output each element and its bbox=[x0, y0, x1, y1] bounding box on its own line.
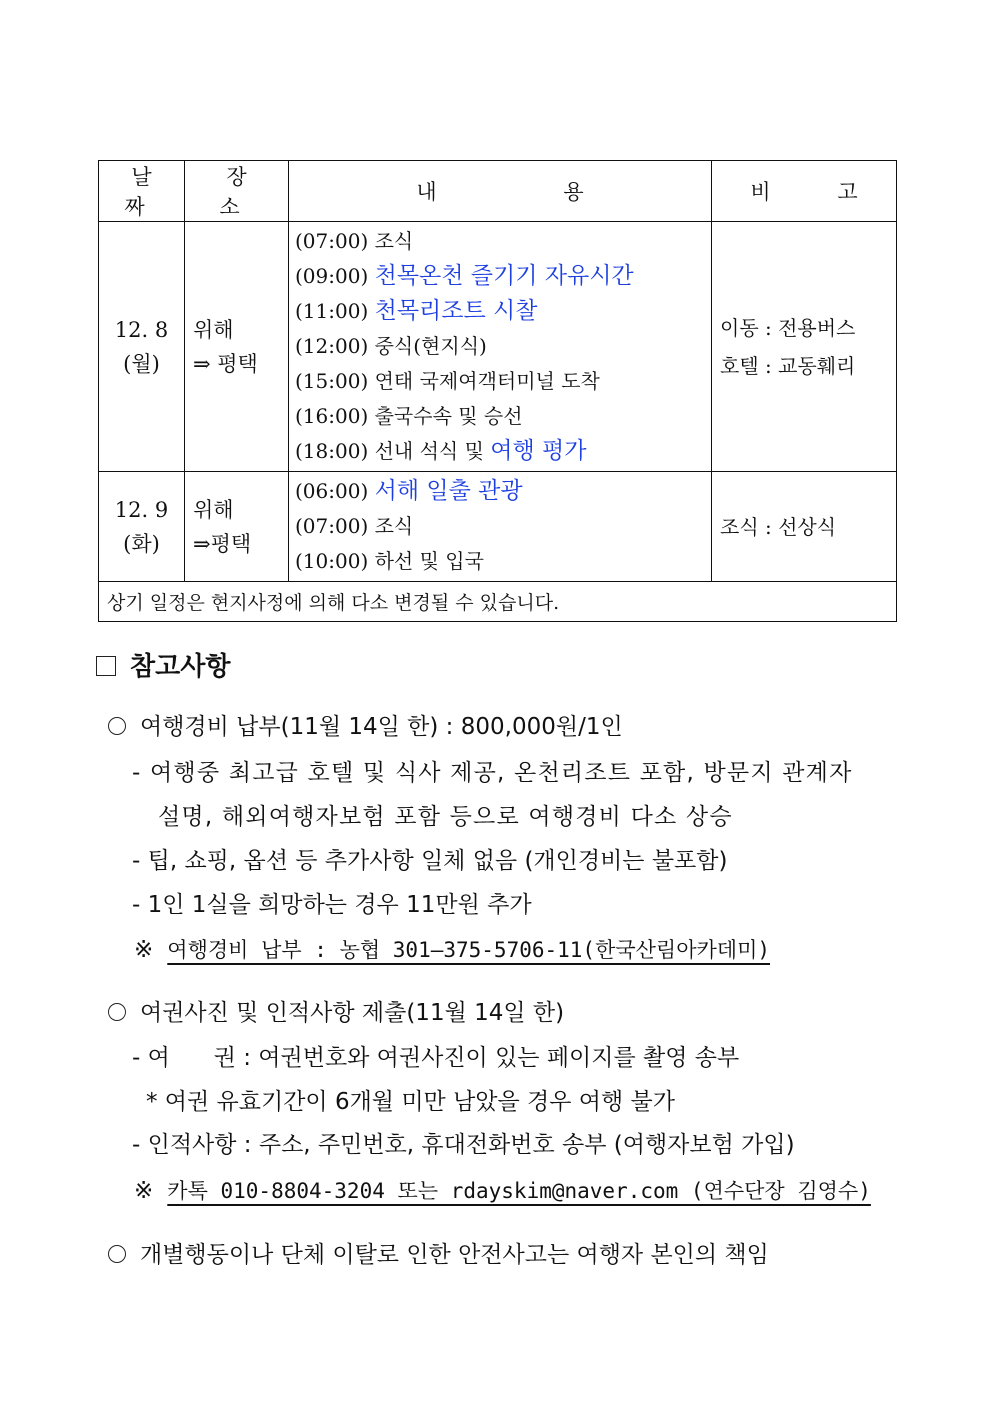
contact-note: ※ 카톡 010-8804-3204 또는 rdayskim@naver.com (연수단장 김영수) bbox=[134, 1178, 871, 1204]
content-cell bbox=[289, 472, 712, 582]
circle-bullet-icon bbox=[108, 1245, 126, 1263]
detail-line: - 팁, 쇼핑, 옵션 등 추가사항 일체 없음 (개인경비는 불포함) bbox=[132, 848, 728, 874]
note-line: 호텔 : 교동훼리 bbox=[720, 353, 856, 378]
detail-line: * 여권 유효기간이 6개월 미만 남았을 경우 여행 불가 bbox=[146, 1089, 675, 1115]
place-to: ⇒평택 bbox=[193, 531, 252, 556]
detail-line: - 여행중 최고급 호텔 및 식사 제공, 온천리조트 포함, 방문지 관계자 bbox=[132, 760, 853, 786]
table-footnote-row bbox=[99, 582, 897, 622]
schedule-item: (15:00) 연태 국제여객터미널 도착 bbox=[295, 369, 600, 393]
table-header-row bbox=[99, 161, 897, 222]
day-text: (월) bbox=[123, 351, 160, 376]
schedule-table bbox=[98, 160, 897, 622]
schedule-item: (09:00) 천목온천 즐기기 자유시간 bbox=[295, 263, 634, 289]
date-text: 12. 9 bbox=[114, 497, 169, 522]
note-cell bbox=[712, 472, 897, 582]
bullet-safety: 개별행동이나 단체 이탈로 인한 안전사고는 여행자 본인의 책임 bbox=[108, 1236, 769, 1269]
place-to: ⇒ 평택 bbox=[193, 351, 258, 376]
detail-line: - 1인 1실을 희망하는 경우 11만원 추가 bbox=[132, 892, 532, 918]
schedule-item: (11:00) 천목리조트 시찰 bbox=[295, 298, 538, 324]
schedule-item: (18:00) 선내 석식 및 여행 평가 bbox=[295, 438, 587, 464]
checkbox-square-icon bbox=[96, 656, 116, 676]
day-text: (화) bbox=[123, 531, 160, 556]
place-from: 위해 bbox=[193, 497, 234, 522]
place-cell bbox=[185, 472, 289, 582]
circle-bullet-icon bbox=[108, 1003, 126, 1021]
detail-line: - 인적사항 : 주소, 주민번호, 휴대전화번호 송부 (여행자보험 가입) bbox=[132, 1132, 795, 1158]
schedule-item: (12:00) 중식(현지식) bbox=[295, 334, 487, 358]
note-line: 조식 : 선상식 bbox=[720, 514, 837, 539]
circle-bullet-icon bbox=[108, 717, 126, 735]
section-title: 참고사항 bbox=[130, 652, 231, 682]
content-cell bbox=[289, 222, 712, 472]
table-footnote: 상기 일정은 현지사정에 의해 다소 변경될 수 있습니다. bbox=[99, 582, 897, 622]
date-cell bbox=[99, 472, 185, 582]
header-place: 장 소 bbox=[185, 161, 289, 222]
bank-note: ※ 여행경비 납부 : 농협 301–375-5706-11(한국산림아카데미) bbox=[134, 937, 771, 963]
place-from: 위해 bbox=[193, 317, 234, 342]
detail-line: 설명, 해외여행자보험 포함 등으로 여행경비 다소 상승 bbox=[158, 804, 733, 830]
header-content: 내 용 bbox=[289, 161, 712, 222]
schedule-item: (06:00) 서해 일출 관광 bbox=[295, 478, 523, 504]
table-row bbox=[99, 222, 897, 472]
place-cell bbox=[185, 222, 289, 472]
schedule-item: (16:00) 출국수속 및 승선 bbox=[295, 404, 523, 428]
schedule-item: (07:00) 조식 bbox=[295, 514, 414, 538]
header-note: 비 고 bbox=[712, 161, 897, 222]
section-heading bbox=[96, 646, 230, 683]
note-cell bbox=[712, 222, 897, 472]
schedule-item: (10:00) 하선 및 입국 bbox=[295, 549, 484, 573]
detail-line: - 여 권 : 여권번호와 여권사진이 있는 페이지를 촬영 송부 bbox=[132, 1045, 740, 1071]
date-text: 12. 8 bbox=[114, 317, 169, 342]
table-row bbox=[99, 472, 897, 582]
header-date: 날 짜 bbox=[99, 161, 185, 222]
note-line: 이동 : 전용버스 bbox=[720, 315, 856, 340]
bullet-passport: 여권사진 및 인적사항 제출(11월 14일 한) bbox=[108, 994, 564, 1027]
date-cell bbox=[99, 222, 185, 472]
bullet-travel-cost: 여행경비 납부(11월 14일 한) : 800,000원/1인 bbox=[108, 708, 623, 741]
schedule-item: (07:00) 조식 bbox=[295, 229, 414, 253]
